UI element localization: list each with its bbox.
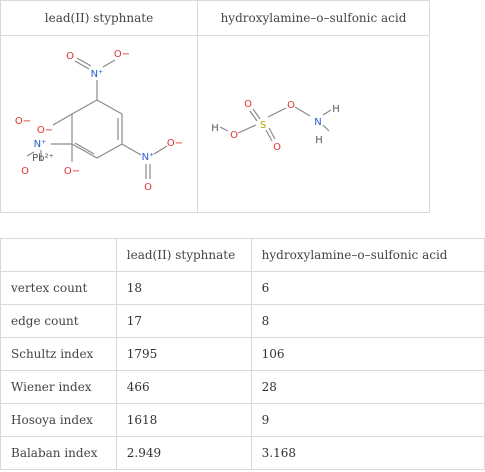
column-header: lead(II) styphnate bbox=[116, 239, 251, 272]
value-cell: 466 bbox=[116, 371, 251, 404]
compound-2-header: hydroxylamine–o–sulfonic acid bbox=[198, 1, 430, 36]
atom-n-plus: N⁺ bbox=[90, 69, 104, 80]
value-cell: 18 bbox=[116, 272, 251, 305]
atom-o: O bbox=[273, 142, 281, 153]
table-row bbox=[1, 338, 485, 371]
table-row bbox=[1, 404, 485, 437]
column-header: hydroxylamine–o–sulfonic acid bbox=[251, 239, 484, 272]
column-header bbox=[1, 239, 117, 272]
row-label: Wiener index bbox=[1, 371, 117, 404]
table-header-row bbox=[1, 239, 485, 272]
row-label: Schultz index bbox=[1, 338, 117, 371]
lead-styphnate-structure bbox=[1, 36, 197, 208]
atom-o: O bbox=[230, 130, 238, 141]
row-label: vertex count bbox=[1, 272, 117, 305]
atom-o: O bbox=[144, 182, 152, 193]
atom-pb: Pb²⁺ bbox=[32, 153, 54, 164]
atom-o-minus: O− bbox=[36, 125, 54, 136]
value-cell: 6 bbox=[251, 272, 484, 305]
atom-o: O bbox=[66, 51, 74, 62]
structures-table bbox=[0, 0, 430, 213]
table-row bbox=[1, 371, 485, 404]
row-label: edge count bbox=[1, 305, 117, 338]
atom-o-minus: O− bbox=[166, 138, 184, 149]
compound-1-header: lead(II) styphnate bbox=[1, 1, 198, 36]
value-cell: 1795 bbox=[116, 338, 251, 371]
atom-n-plus: N⁺ bbox=[33, 139, 47, 150]
atom-h: H bbox=[332, 104, 340, 115]
value-cell: 17 bbox=[116, 305, 251, 338]
atom-o: O bbox=[287, 100, 295, 111]
value-cell: 9 bbox=[251, 404, 484, 437]
table-row bbox=[1, 437, 485, 470]
atom-h: H bbox=[211, 123, 219, 134]
value-cell: 106 bbox=[251, 338, 484, 371]
value-cell: 28 bbox=[251, 371, 484, 404]
atom-h: H bbox=[315, 135, 323, 146]
lead-styphnate-structure-cell bbox=[1, 36, 198, 213]
row-label: Balaban index bbox=[1, 437, 117, 470]
table-row bbox=[1, 305, 485, 338]
atom-s: S bbox=[259, 120, 267, 131]
row-label: Hosoya index bbox=[1, 404, 117, 437]
value-cell: 2.949 bbox=[116, 437, 251, 470]
hydroxylamine-o-sulfonic-acid-structure bbox=[198, 36, 429, 208]
value-cell: 8 bbox=[251, 305, 484, 338]
atom-o: O bbox=[244, 99, 252, 110]
hoso3nh2-structure-cell bbox=[198, 36, 430, 213]
value-cell: 1618 bbox=[116, 404, 251, 437]
atom-n-plus: N⁺ bbox=[141, 152, 155, 163]
atom-o-minus: O− bbox=[63, 166, 81, 177]
atom-o-minus: O− bbox=[113, 49, 131, 60]
table-row bbox=[1, 272, 485, 305]
value-cell: 3.168 bbox=[251, 437, 484, 470]
atom-o: O bbox=[21, 166, 29, 177]
atom-o-minus: O− bbox=[14, 116, 32, 127]
atom-n: N bbox=[314, 117, 322, 128]
properties-table bbox=[0, 238, 485, 470]
